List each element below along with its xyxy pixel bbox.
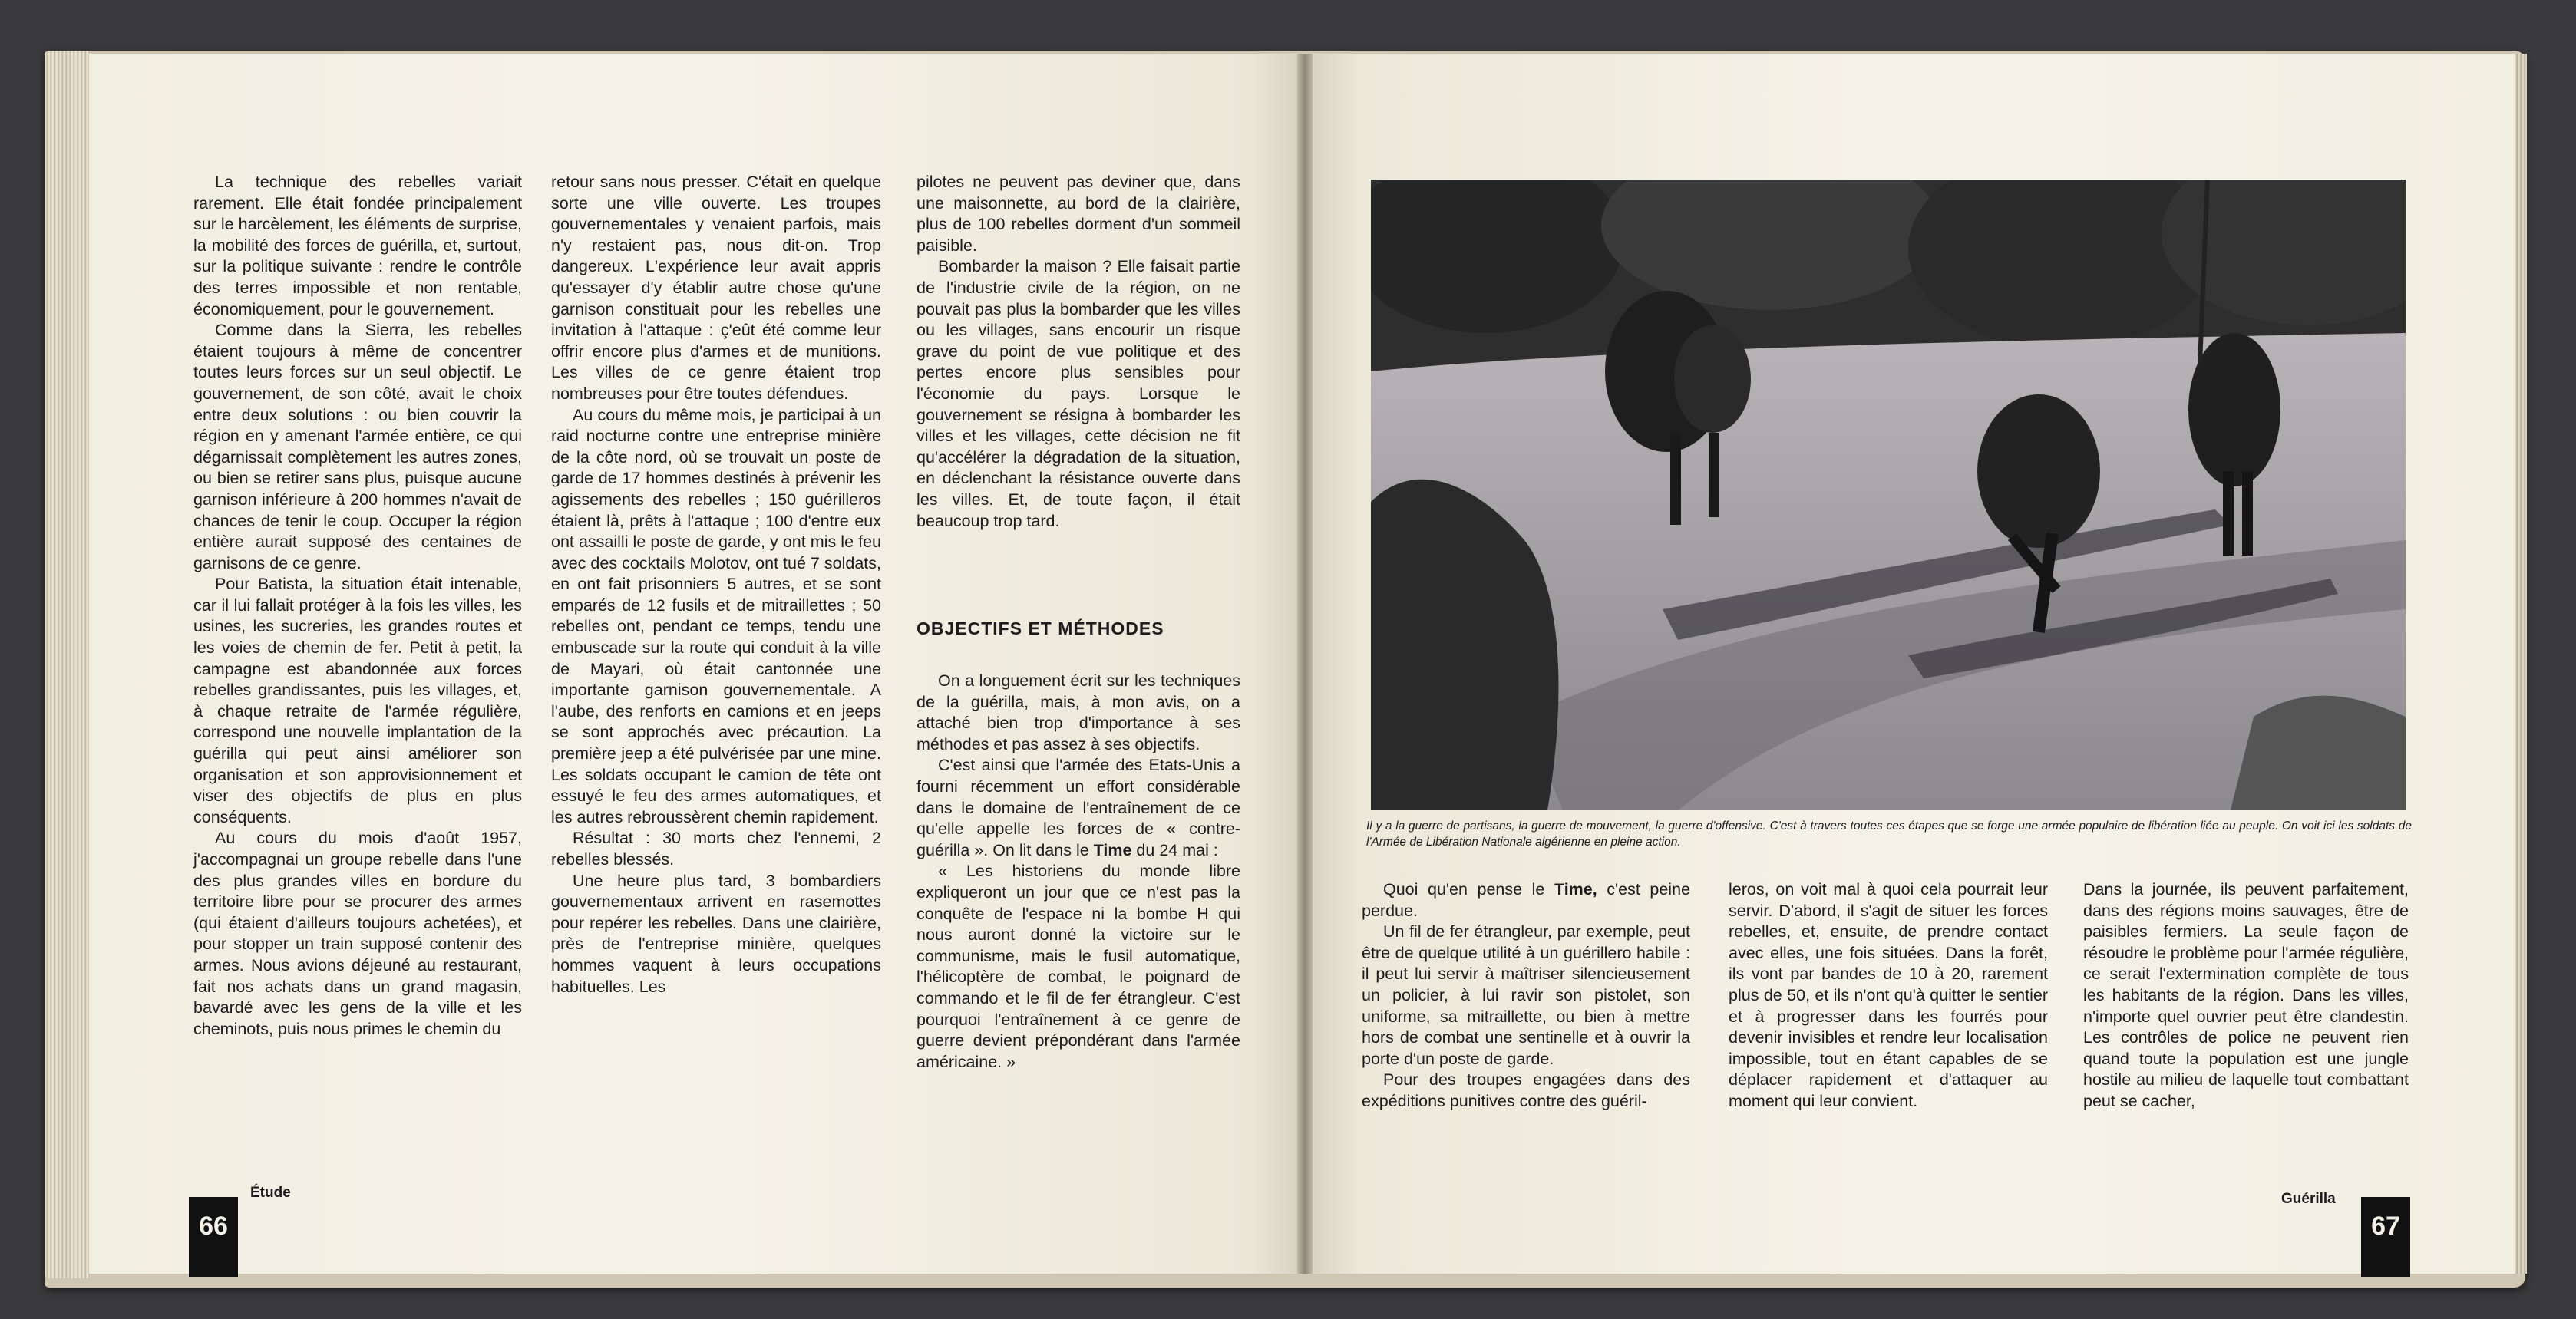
paragraph bbox=[916, 755, 1240, 861]
text-run: c'est peine perdue. bbox=[1362, 880, 1690, 920]
paragraph: La technique des rebelles variait rarement. Elle était fondée principalement sur le harcèlement, les éléments de surprise, la mobilité des forces de guérilla, et, surtout, sur la politique suivante : rendre le contrôle des terres impossible et non rentable, économiquement, pour le gouvernement. bbox=[193, 173, 522, 318]
left-column-1 bbox=[193, 172, 522, 1040]
paragraph: On a longuement écrit sur les techniques de la guérilla, mais, à mon avis, on a attaché bien trop d'importance à ses méthodes et pas assez à ses objectifs. bbox=[916, 671, 1240, 753]
paragraph: Bombarder la maison ? Elle faisait partie de l'industrie civile de la région, on ne pouvait pas plus la bombarder que les villes ou les villages, sans encourir un risque grave du point de vue politique et des pertes encore plus sensibles pour l'économie du pays. Lorsque le gouvernement se résigna à bombarder les villes et les villages, cette décision ne fit qu'accélérer la dégradation de la situation, en déclenchant la résistance ouverte dans les villes. Et, de toute façon, il était beaucoup trop tard. bbox=[916, 257, 1240, 530]
paragraph: Pour Batista, la situation était intenable, car il lui fallait protéger à la fois les villes, les usines, les sucreries, les grandes routes et les voies de chemin de fer. Petit à petit, la campagne est abandonnée aux forces rebelles grandissantes, puis les villages, et, à chaque retraite de l'armée régulière, correspond une nouvelle implantation de la guérilla qui peut ainsi améliorer son organisation et son approvisionnement et viser des objectifs de plus en plus conséquents. bbox=[193, 575, 522, 826]
paragraph: retour sans nous presser. C'était en quelque sorte une ville ouverte. Les troupes gouvernementales y venaient parfois, mais n'y restaient pas, nous dit-on. Trop dangereux. L'expérience leur avait appris qu'essayer d'y établir autre chose qu'une garnison constituait pour les rebelles une invitation à l'attaque : ç'eût été comme leur offrir encore plus d'armes et de munitions. Les villes de ce genre étaient trop nombreuses pour être toutes défendues. bbox=[551, 173, 881, 403]
bold-text: Time bbox=[1093, 840, 1132, 859]
page-edges-left bbox=[45, 51, 91, 1278]
left-column-2 bbox=[551, 172, 881, 997]
text-run: Quoi qu'en pense le bbox=[1383, 880, 1554, 899]
text-run: du 24 mai : bbox=[1131, 840, 1218, 859]
paragraph: Comme dans la Sierra, les rebelles étaient toujours à même de concentrer toutes leurs forces sur un seul objectif. Le gouvernement, de son côté, avait le choix entre deux solutions : ou bien couvrir la région en y amenant l'armée entière, ce qui dégarnissait complètement les autres zones, ou bien se retirer sans plus, puisque aucune garnison inférieure à 200 hommes n'avait de chances de tenir le coup. Occuper la région entière aurait supposé des centaines de garnisons de ce genre. bbox=[193, 321, 522, 572]
paragraph: Résultat : 30 morts chez l'ennemi, 2 rebelles blessés. bbox=[551, 829, 881, 869]
paragraph: Un fil de fer étrangleur, par exemple, peut être de quelque utilité à un guérillero habile : il peut lui servir à maîtriser silencieusement un policier, à lui ravir son pistolet, son uniforme, sa mitraillette, ou bien à mettre hors de combat une sentinelle et à ouvrir la porte d'un poste de garde. bbox=[1362, 922, 1690, 1068]
left-column-3-bottom bbox=[916, 671, 1240, 1073]
page-number-right: 67 bbox=[2361, 1197, 2410, 1277]
paragraph: Une heure plus tard, 3 bombardiers gouvernementaux arrivent en rasemottes pour repérer les rebelles. Dans une clairière, près de l'entreprise minière, quelques hommes vaquent à leurs occupations habituelles. Les bbox=[551, 871, 881, 996]
paragraph: Dans la journée, ils peuvent parfaitement, dans des régions moins sauvages, être de paisibles fermiers. La seule façon de résoudre le problème pour l'armée régulière, ce serait l'extermination complète de tous les habitants de la région. Dans les villes, n'importe quel ouvrier peut être clandestin. Les contrôles de police ne peuvent rien quand toute la population est une jungle hostile au milieu de laquelle tout combattant peut se cacher, bbox=[2083, 880, 2409, 1110]
right-column-2 bbox=[1729, 879, 2048, 1113]
bold-text: Time, bbox=[1554, 880, 1597, 899]
running-head-right: Guérilla bbox=[2281, 1191, 2336, 1207]
left-column-3-top bbox=[916, 172, 1240, 532]
section-heading: OBJECTIFS ET MÉTHODES bbox=[916, 618, 1164, 638]
paragraph: Au cours du mois d'août 1957, j'accompagnai un groupe rebelle dans l'une des plus grandes villes en bordure du territoire libre pour se procurer des armes (qui étaient d'ailleurs toujours achetées), et pour stopper un train supposé contenir des armes. Nous avions déjeuné au restaurant, fait nos achats dans un grand magasin, bavardé avec les gens de la ville et les cheminots, puis nous primes le chemin du bbox=[193, 829, 522, 1038]
running-head-left: Étude bbox=[250, 1185, 291, 1201]
paragraph: leros, on voit mal à quoi cela pourrait leur servir. D'abord, il s'agit de situer les forces rebelles, et, ensuite, de prendre contact avec elles, une fois situées. Dans la forêt, ils vont par bandes de 10 à 20, rarement plus de 50, et ils n'ont qu'à quitter le sentier et à progresser dans les fourrés pour devenir invisibles et rendre leur localisation impossible, tout en étant capables de se déplacer rapidement et d'attaquer au moment qui leur convient. bbox=[1729, 880, 2048, 1110]
paragraph: pilotes ne peuvent pas deviner que, dans une maisonnette, au bord de la clairière, plus de 100 rebelles dorment d'un sommeil paisible. bbox=[916, 173, 1240, 255]
photo-guerrilla-soldiers-image bbox=[1371, 180, 2406, 810]
right-column-3 bbox=[2083, 879, 2409, 1113]
text-run: C'est ainsi que l'armée des Etats-Unis a fourni récemment un effort considérable dans le domaine de l'entraînement de ce qu'elle appelle les forces de « contre-guérilla ». On lit dans le bbox=[916, 756, 1240, 859]
paragraph: Au cours du même mois, je participai à un raid nocturne contre une entreprise minière de la côte nord, où se trouvait un poste de garde de 17 hommes destinés à prévenir les agissements des rebelles ; 150 guérilleros étaient là, prêts à l'attaque ; 100 d'entre eux ont assailli le poste de garde, y ont mis le feu avec des cocktails Molotov, ont tué 7 soldats, en ont fait prisonniers 5 autres, et se sont emparés de 12 fusils et de mitraillettes ; 50 rebelles ont, pendant ce temps, tendu une embuscade sur la route qui conduit à la ville de Mayari, où était cantonnée une importante garnison gouvernementale. A l'aube, des renforts en camions et en jeeps se sont approchés avec précaution. La première jeep a été pulvérisée par une mine. Les soldats occupant le camion de tête ont essuyé le feu des armes automatiques, et les autres rebroussèrent chemin rapidement. bbox=[551, 405, 881, 826]
right-column-1 bbox=[1362, 879, 1690, 1113]
paragraph: Pour des troupes engagées dans des expéditions punitives contre des guéril- bbox=[1362, 1070, 1690, 1110]
book-gutter bbox=[1297, 54, 1313, 1274]
photo-caption: Il y a la guerre de partisans, la guerre de mouvement, la guerre d'offensive. C'est à travers toutes ces étapes que se forge une armée populaire de libération liée au peuple. On voit ici les soldats de l'Armée de Libération Nationale algérienne en pleine action. bbox=[1366, 819, 2412, 849]
photo-guerrilla-soldiers bbox=[1371, 180, 2406, 810]
page-number-left: 66 bbox=[189, 1197, 238, 1277]
paragraph bbox=[1362, 879, 1690, 922]
paragraph: « Les historiens du monde libre expliqueront un jour que ce n'est pas la conquête de l'espace ni la bombe H qui nous auront donné la victoire sur le communisme, mais le fusil automatique, l'hélicoptère de combat, le poignard de commando et le fil de fer étrangleur. C'est pourquoi l'entraînement à ce genre de guerre devient prépondérant dans l'armée américaine. » bbox=[916, 862, 1240, 1071]
page-edges-right bbox=[2515, 54, 2527, 1274]
